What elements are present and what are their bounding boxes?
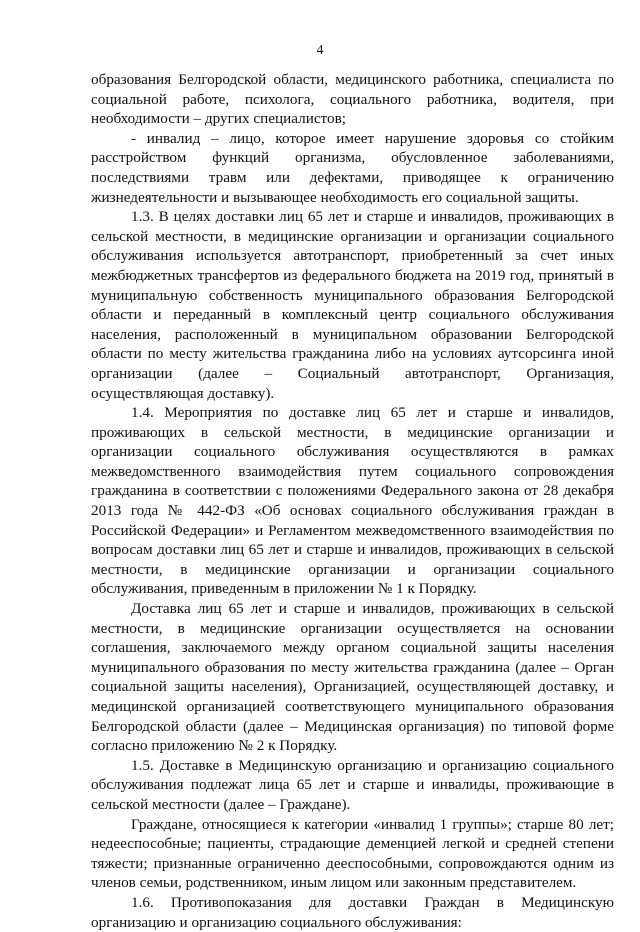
paragraph-continuation: образования Белгородской области, медицинского работника, специалиста по социальной работе, психолога, социального работника, водителя, при необходимости – других специалистов;	[91, 71, 614, 128]
paragraph-1-6: 1.6. Противопоказания для доставки Граждан в Медицинскую организацию и организацию социального обслуживания:	[91, 893, 614, 931]
document-text	[91, 70, 614, 932]
paragraph-1-3: 1.3. В целях доставки лиц 65 лет и старше и инвалидов, проживающих в сельской местности, в медицинские организации и организации социального обслуживания используется автотранспорт, приобретенный за счет иных межбюджетных трансфертов из федерального бюджета на 2019 год, принятый в муниципальную собственность муниципального образования Белгородской области и переданный в комплексный центр социального обслуживания населения, расположенный в муниципальном образовании Белгородской области по месту жительства гражданина либо на условиях аутсорсинга иной организации (далее – Социальный автотранспорт, Организация, осуществляющая доставку).	[91, 208, 614, 402]
paragraph-1-5: 1.5. Доставке в Медицинскую организацию и организацию социального обслуживания подлежат лица 65 лет и старше и инвалиды, проживающие в сельской местности (далее – Граждане).	[91, 756, 614, 813]
page-number: 4	[316, 43, 324, 58]
paragraph-1-4: 1.4. Мероприятия по доставке лиц 65 лет и старше и инвалидов, проживающих в сельской местности, в медицинские организации и организации социального обслуживания осуществляются в рамках межведомственного взаимодействия путем социального сопровождения гражданина в соответствии с положениями Федерального закона от 28 декабря 2013 года № 442-ФЗ «Об основах социального обслуживания граждан в Российской Федерации» и Регламентом межведомственного взаимодействия по вопросам доставки лиц 65 лет и старше и инвалидов, проживающих в сельской местности, в медицинские организации и организации социального обслуживания, приведенным в приложении № 1 к Порядку.	[91, 404, 614, 598]
paragraph-definition-invalid: - инвалид – лицо, которое имеет нарушение здоровья со стойким расстройством функций организма, обусловленное заболеваниями, последствиями травм или дефектами, приводящее к ограничению жизнедеятельности и вызывающее необходимость его социальной защиты.	[91, 129, 614, 206]
paragraph-accompanied-citizens: Граждане, относящиеся к категории «инвалид 1 группы»; старше 80 лет; недееспособные; пациенты, страдающие деменцией легкой и средней степени тяжести; признанные ограниченно дееспособными, сопровождаются одним из членов семьи, родственником, иным лицом или законным представителем.	[91, 815, 614, 892]
paragraph-delivery-agreement: Доставка лиц 65 лет и старше и инвалидов, проживающих в сельской местности, в медицинские организации осуществляется на основании соглашения, заключаемого между органом социальной защиты населения муниципального образования по месту жительства гражданина (далее – Орган социальной защиты населения), Организацией, осуществляющей доставку, и медицинской организацией соответствующего муниципального образования Белгородской области (далее – Медицинская организация) по типовой форме согласно приложению № 2 к Порядку.	[91, 600, 614, 755]
